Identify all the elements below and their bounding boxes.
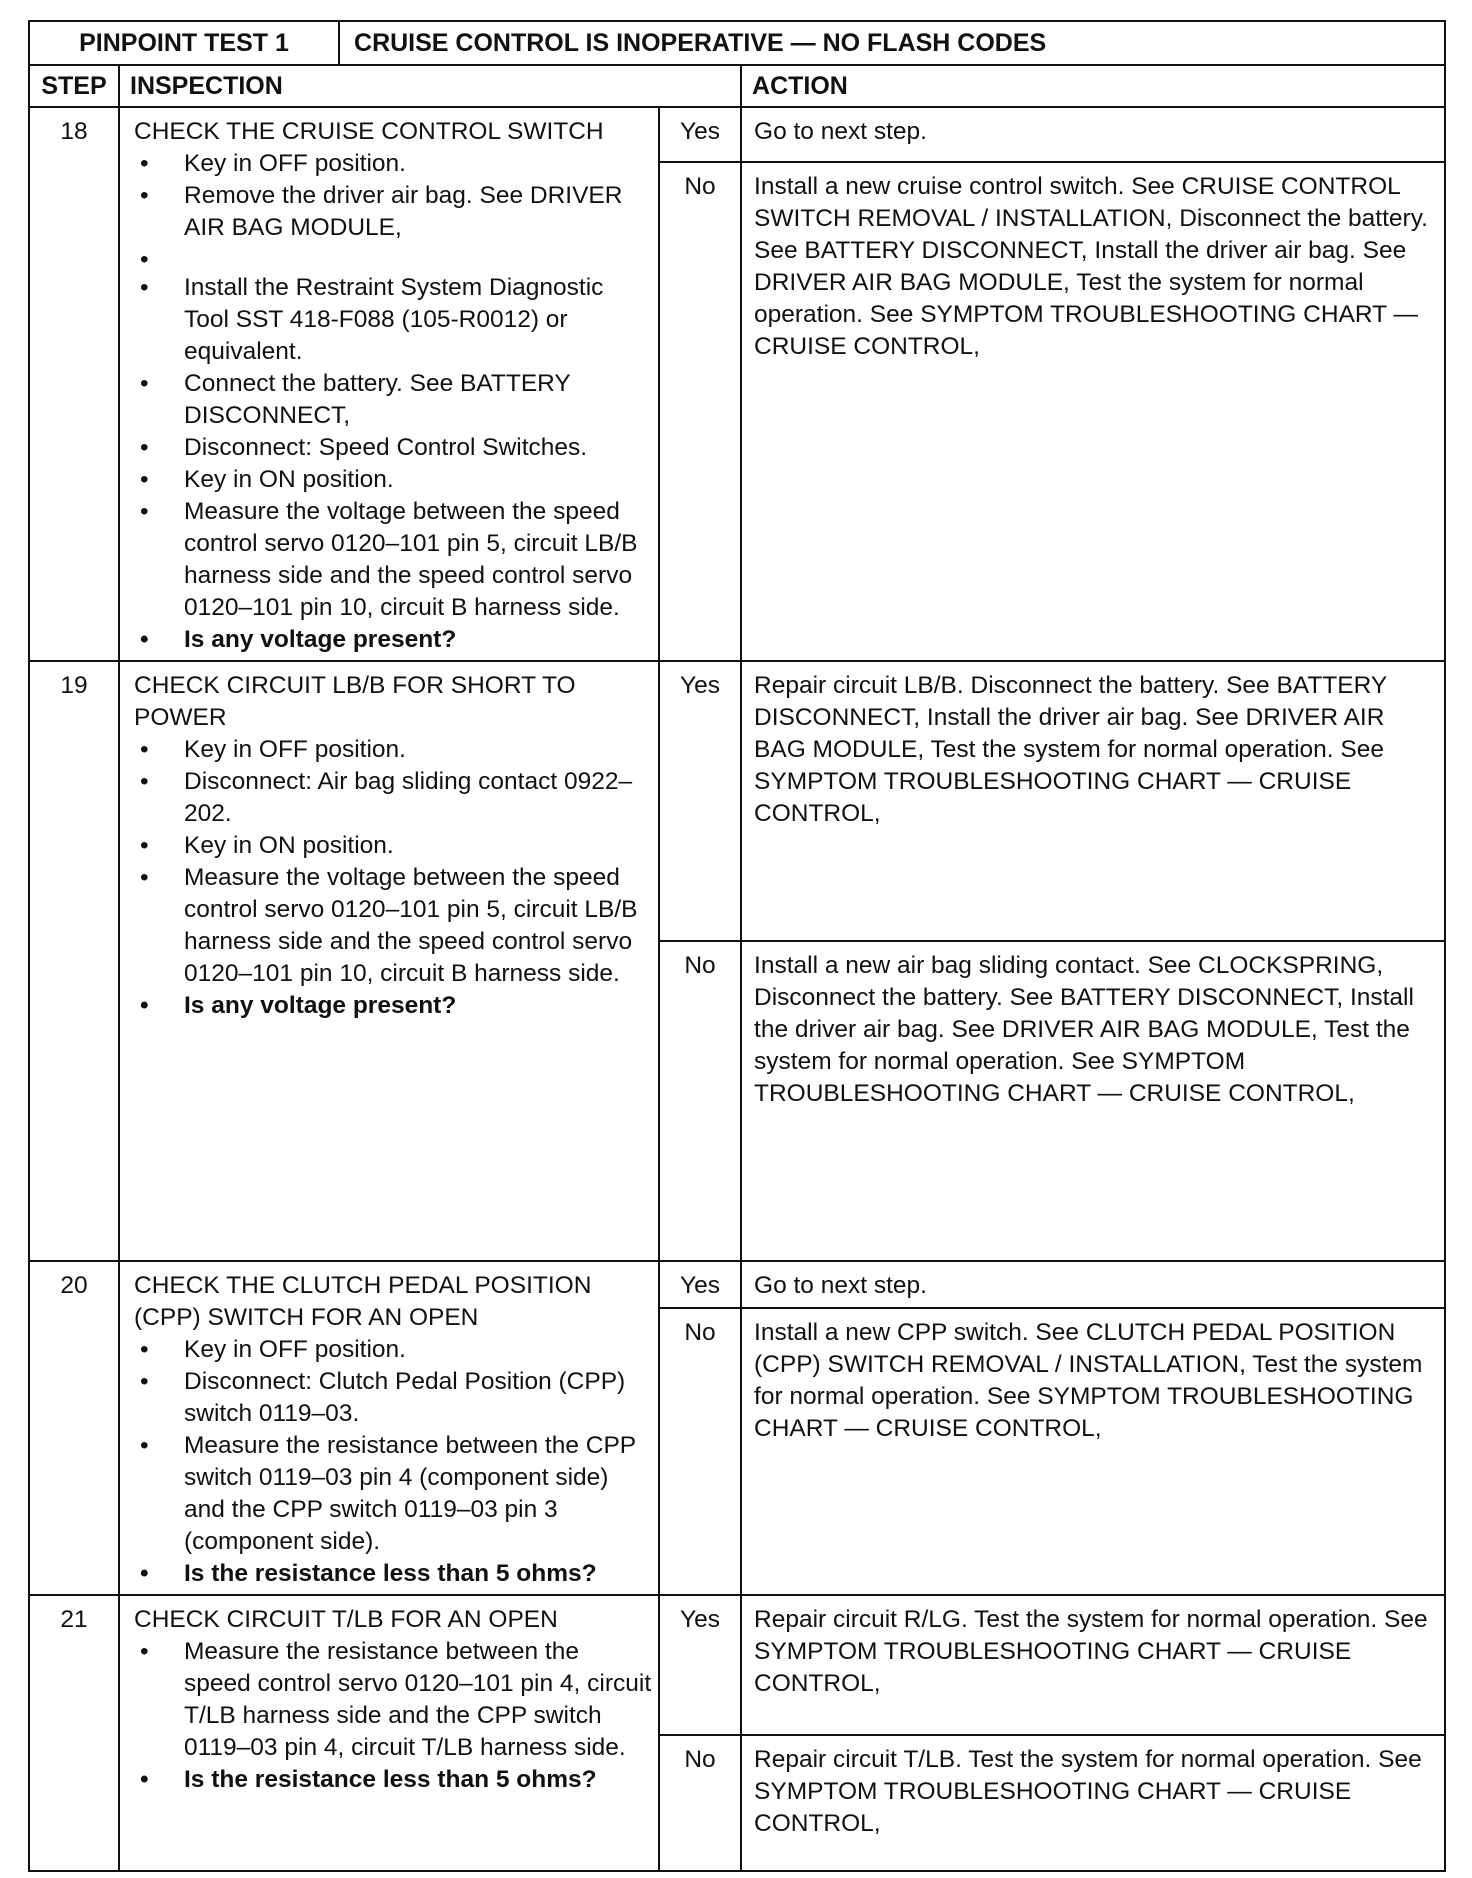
inspection-item: • Remove the driver air bag. See DRIVER AIR BAG MODULE, xyxy=(134,180,652,244)
step-number: 21 xyxy=(29,1595,119,1871)
step-heading: CHECK THE CLUTCH PEDAL POSITION (CPP) SWITCH FOR AN OPEN xyxy=(134,1272,592,1331)
answer-label-yes: Yes xyxy=(659,661,741,941)
inspection-list xyxy=(134,1636,652,1796)
answer-label-no: No xyxy=(659,941,741,1261)
step-row xyxy=(29,1595,1445,1735)
column-header-row xyxy=(29,65,1445,107)
step-heading: CHECK CIRCUIT LB/B FOR SHORT TO POWER xyxy=(134,672,576,731)
inspection-item: • Measure the resistance between the CPP switch 0119–03 pin 4 (component side) and the CPP switch 0119–03 pin 3 (component side). xyxy=(134,1430,652,1558)
step-heading: CHECK THE CRUISE CONTROL SWITCH xyxy=(134,118,604,145)
action-text: Repair circuit LB/B. Disconnect the battery. See BATTERY DISCONNECT, Install the driver air bag. See DRIVER AIR BAG MODULE, Test the system for normal operation. See SYMPTOM TROUBLESHOOTING CHART — CRUISE CONTROL, xyxy=(741,661,1445,941)
answer-label-no: No xyxy=(659,162,741,661)
action-text: Install a new CPP switch. See CLUTCH PEDAL POSITION (CPP) SWITCH REMOVAL / INSTALLATION, Test the system for normal operation. See SYMPTOM TROUBLESHOOTING CHART — CRUISE CONTROL, xyxy=(741,1308,1445,1595)
inspection-item: • Disconnect: Air bag sliding contact 0922–202. xyxy=(134,766,652,830)
step-row xyxy=(29,661,1445,941)
inspection-column-header: INSPECTION xyxy=(119,65,741,107)
test-title: CRUISE CONTROL IS INOPERATIVE — NO FLASH CODES xyxy=(339,21,1445,65)
inspection-item: • Connect the battery. See BATTERY DISCONNECT, xyxy=(134,368,652,432)
step-number: 19 xyxy=(29,661,119,1261)
inspection-cell xyxy=(119,1595,659,1871)
action-text: Go to next step. xyxy=(741,107,1445,162)
inspection-list xyxy=(134,734,652,1022)
action-text: Install a new cruise control switch. See CRUISE CONTROL SWITCH REMOVAL / INSTALLATION, Disconnect the battery. See BATTERY DISCONNECT, Install the driver air bag. See DRIVER AIR BAG MODULE, Test the system for normal operation. See SYMPTOM TROUBLESHOOTING CHART — CRUISE CONTROL, xyxy=(741,162,1445,661)
inspection-item: • Key in OFF position. xyxy=(134,734,652,766)
inspection-item: • Key in ON position. xyxy=(134,464,652,496)
inspection-cell xyxy=(119,661,659,1261)
pinpoint-test-table xyxy=(28,20,1446,1872)
inspection-cell xyxy=(119,107,659,661)
step-heading: CHECK CIRCUIT T/LB FOR AN OPEN xyxy=(134,1606,558,1633)
inspection-list xyxy=(134,1334,652,1590)
title-row xyxy=(29,21,1445,65)
step-column-header: STEP xyxy=(29,65,119,107)
spacer xyxy=(134,244,652,272)
answer-label-no: No xyxy=(659,1308,741,1595)
test-name: PINPOINT TEST 1 xyxy=(29,21,339,65)
inspection-question: • Is the resistance less than 5 ohms? xyxy=(134,1558,652,1590)
action-text: Repair circuit R/LG. Test the system for normal operation. See SYMPTOM TROUBLESHOOTING CHART — CRUISE CONTROL, xyxy=(741,1595,1445,1735)
inspection-item: • Measure the voltage between the speed control servo 0120–101 pin 5, circuit LB/B harness side and the speed control servo 0120–101 pin 10, circuit B harness side. xyxy=(134,496,652,624)
inspection-question: • Is any voltage present? xyxy=(134,624,652,656)
inspection-item: • Install the Restraint System Diagnostic Tool SST 418-F088 (105-R0012) or equivalent. xyxy=(134,272,652,368)
inspection-question: • Is any voltage present? xyxy=(134,990,652,1022)
inspection-question: • Is the resistance less than 5 ohms? xyxy=(134,1764,652,1796)
action-text: Repair circuit T/LB. Test the system for normal operation. See SYMPTOM TROUBLESHOOTING CHART — CRUISE CONTROL, xyxy=(741,1735,1445,1871)
inspection-item: • Disconnect: Clutch Pedal Position (CPP) switch 0119–03. xyxy=(134,1366,652,1430)
answer-label-yes: Yes xyxy=(659,1261,741,1308)
inspection-list xyxy=(134,148,652,656)
step-number: 18 xyxy=(29,107,119,661)
step-number: 20 xyxy=(29,1261,119,1595)
action-text: Go to next step. xyxy=(741,1261,1445,1308)
answer-label-no: No xyxy=(659,1735,741,1871)
inspection-item: • Key in OFF position. xyxy=(134,1334,652,1366)
answer-label-yes: Yes xyxy=(659,1595,741,1735)
inspection-item: • Key in ON position. xyxy=(134,830,652,862)
answer-label-yes: Yes xyxy=(659,107,741,162)
inspection-item: • Measure the voltage between the speed control servo 0120–101 pin 5, circuit LB/B harness side and the speed control servo 0120–101 pin 10, circuit B harness side. xyxy=(134,862,652,990)
step-row xyxy=(29,1261,1445,1308)
inspection-item: • Key in OFF position. xyxy=(134,148,652,180)
action-text: Install a new air bag sliding contact. See CLOCKSPRING, Disconnect the battery. See BATTERY DISCONNECT, Install the driver air bag. See DRIVER AIR BAG MODULE, Test the system for normal operation. See SYMPTOM TROUBLESHOOTING CHART — CRUISE CONTROL, xyxy=(741,941,1445,1261)
inspection-item: • Measure the resistance between the speed control servo 0120–101 pin 4, circuit T/LB harness side and the CPP switch 0119–03 pin 4, circuit T/LB harness side. xyxy=(134,1636,652,1764)
step-row xyxy=(29,107,1445,162)
inspection-cell xyxy=(119,1261,659,1595)
inspection-item: • Disconnect: Speed Control Switches. xyxy=(134,432,652,464)
action-column-header: ACTION xyxy=(741,65,1445,107)
